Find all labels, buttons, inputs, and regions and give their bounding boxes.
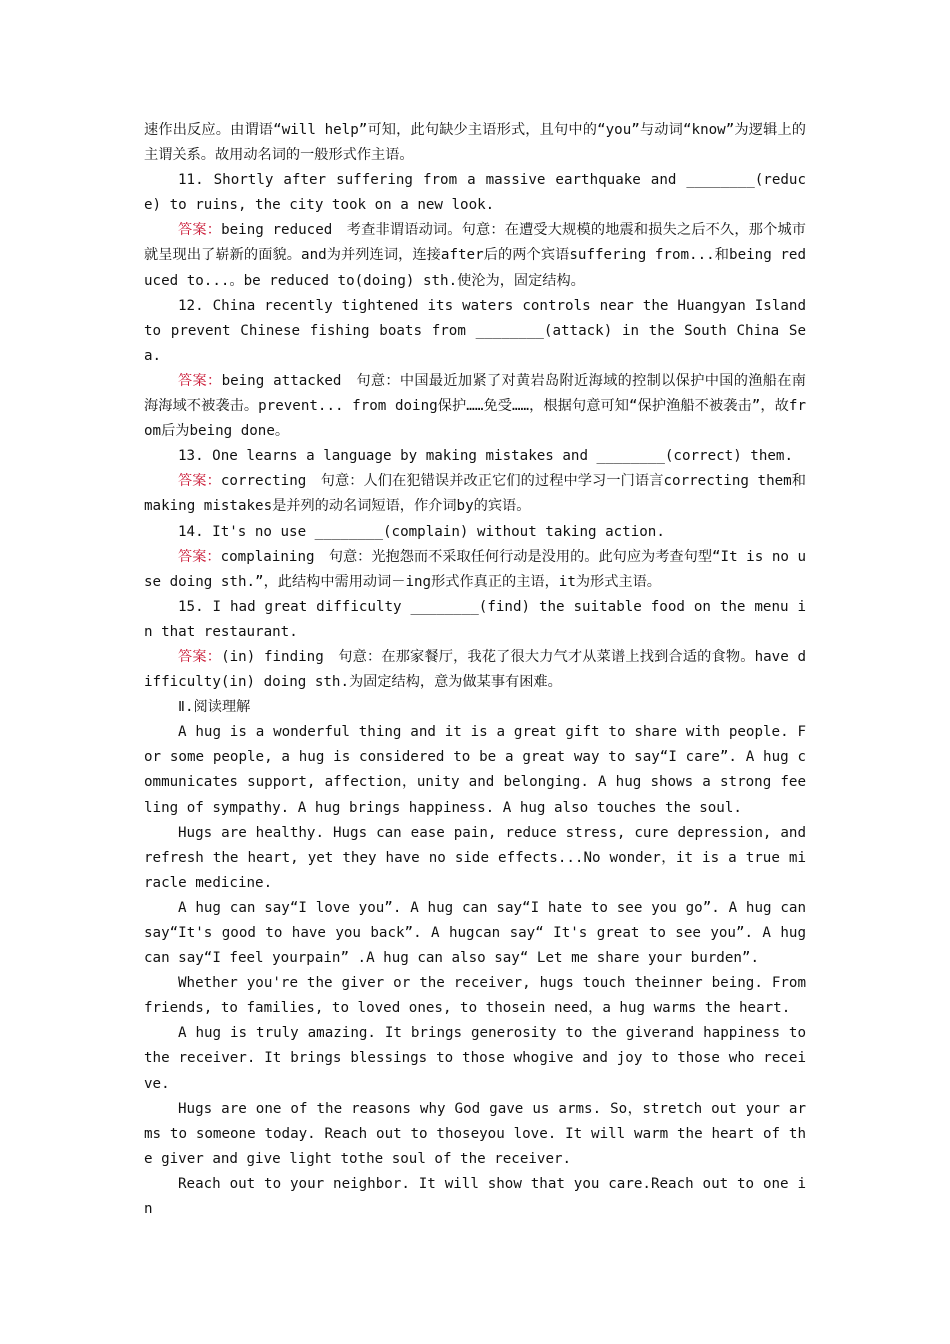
- paragraph-text: 15. I had great difficulty ________(find) the suitable food on the menu in that restaurant.: [144, 598, 806, 640]
- answer-label: 答案：: [178, 372, 222, 389]
- paragraph: [144, 369, 806, 444]
- paragraph-text: A hug is a wonderful thing and it is a great gift to share with people. For some people, a hug is considered to be a great way to say“I care”. A hug communicates support, affection，unity and belonging. A hug shows a strong feeling of sympathy. A hug brings happiness. A hug also touches the soul.: [144, 724, 806, 816]
- paragraph: [144, 645, 806, 695]
- paragraph-text: being attacked 句意：中国最近加紧了对黄岩岛附近海域的控制以保护中国的渔船在南海海域不被袭击。prevent... from doing保护……免受……，根据句意可知“保护渔船不被袭击”，故from后为being done。: [144, 372, 806, 440]
- paragraph: [144, 695, 806, 720]
- paragraph: [144, 1021, 806, 1096]
- paragraph-text: complaining 句意：光抱怨而不采取任何行动是没用的。此句应为考查句型“It is no use doing sth.”，此结构中需用动词－ing形式作真正的主语，it为形式主语。: [144, 548, 806, 590]
- paragraph-text: Ⅱ.阅读理解: [178, 699, 251, 716]
- paragraph: [144, 1097, 806, 1172]
- answer-label: 答案：: [178, 648, 222, 665]
- paragraph: [144, 469, 806, 519]
- paragraph-text: (in) finding 句意：在那家餐厅，我花了很大力气才从菜谱上找到合适的食物。have difficulty(in) doing sth.为固定结构，意为做某事有困难。: [144, 648, 806, 691]
- answer-label: 答案：: [178, 548, 221, 565]
- paragraph-text: 速作出反应。由谓语“will help”可知，此句缺少主语形式，且句中的“you”与动词“know”为逻辑上的主谓关系。故用动名词的一般形式作主语。: [144, 122, 806, 164]
- document-page: [144, 118, 806, 1222]
- paragraph-text: 13. One learns a language by making mistakes and ________(correct) them.: [178, 448, 793, 465]
- paragraph-text: being reduced 考查非谓语动词。句意：在遭受大规模的地震和损失之后不久，那个城市就呈现出了崭新的面貌。and为并列连词，连接after后的两个宾语suffering from...和being reduced to...。be reduced to(doing) sth.使沦为，固定结构。: [144, 222, 806, 289]
- paragraph-text: 14. It's no use ________(complain) without taking action.: [178, 523, 665, 540]
- paragraph: [144, 545, 806, 595]
- paragraph: [144, 444, 806, 469]
- paragraph: [144, 118, 806, 168]
- paragraph: [144, 971, 806, 1021]
- paragraph-text: A hug can say“I love you”. A hug can say“I hate to see you go”. A hug can say“It's good to have you back”. A hugcan say“ It's great to see you”. A hug can say“I feel yourpain” .A hug can also say“ Let me share your burden”.: [144, 899, 806, 967]
- paragraph: [144, 1172, 806, 1222]
- paragraph: [144, 218, 806, 293]
- paragraph: [144, 896, 806, 971]
- paragraph-text: Whether you're the giver or the receiver, hugs touch theinner being. From friends, to families, to loved ones, to thosein need，a hug warms the heart.: [144, 975, 806, 1017]
- paragraph-text: correcting 句意：人们在犯错误并改正它们的过程中学习一门语言correcting them和making mistakes是并列的动名词短语，作介词by的宾语。: [144, 473, 806, 515]
- paragraph: [144, 821, 806, 896]
- paragraph-text: Reach out to your neighbor. It will show that you care.Reach out to one in: [144, 1175, 806, 1218]
- paragraph: [144, 595, 806, 645]
- paragraph-text: A hug is truly amazing. It brings generosity to the giverand happiness to the receiver. It brings blessings to those whogive and joy to those who receive.: [144, 1025, 806, 1092]
- paragraph: [144, 520, 806, 545]
- paragraph-text: Hugs are one of the reasons why God gave us arms. So，stretch out your arms to someone today. Reach out to thoseyou love. It will warm the heart of the giver and give light tothe soul of the receiver.: [144, 1100, 806, 1167]
- paragraph-text: 11. Shortly after suffering from a massive earthquake and ________(reduce) to ruins, the city took on a new look.: [144, 172, 806, 214]
- paragraph: [144, 168, 806, 218]
- paragraph: [144, 294, 806, 369]
- answer-label: 答案：: [178, 222, 222, 239]
- paragraph-text: 12. China recently tightened its waters controls near the Huangyan Island to prevent Chinese fishing boats from ________(attack) in the South China Sea.: [144, 297, 806, 364]
- paragraph: [144, 720, 806, 820]
- answer-label: 答案：: [178, 473, 221, 490]
- paragraph-text: Hugs are healthy. Hugs can ease pain, reduce stress, cure depression, and refresh the heart, yet they have no side effects...No wonder，it is a true miracle medicine.: [144, 824, 806, 891]
